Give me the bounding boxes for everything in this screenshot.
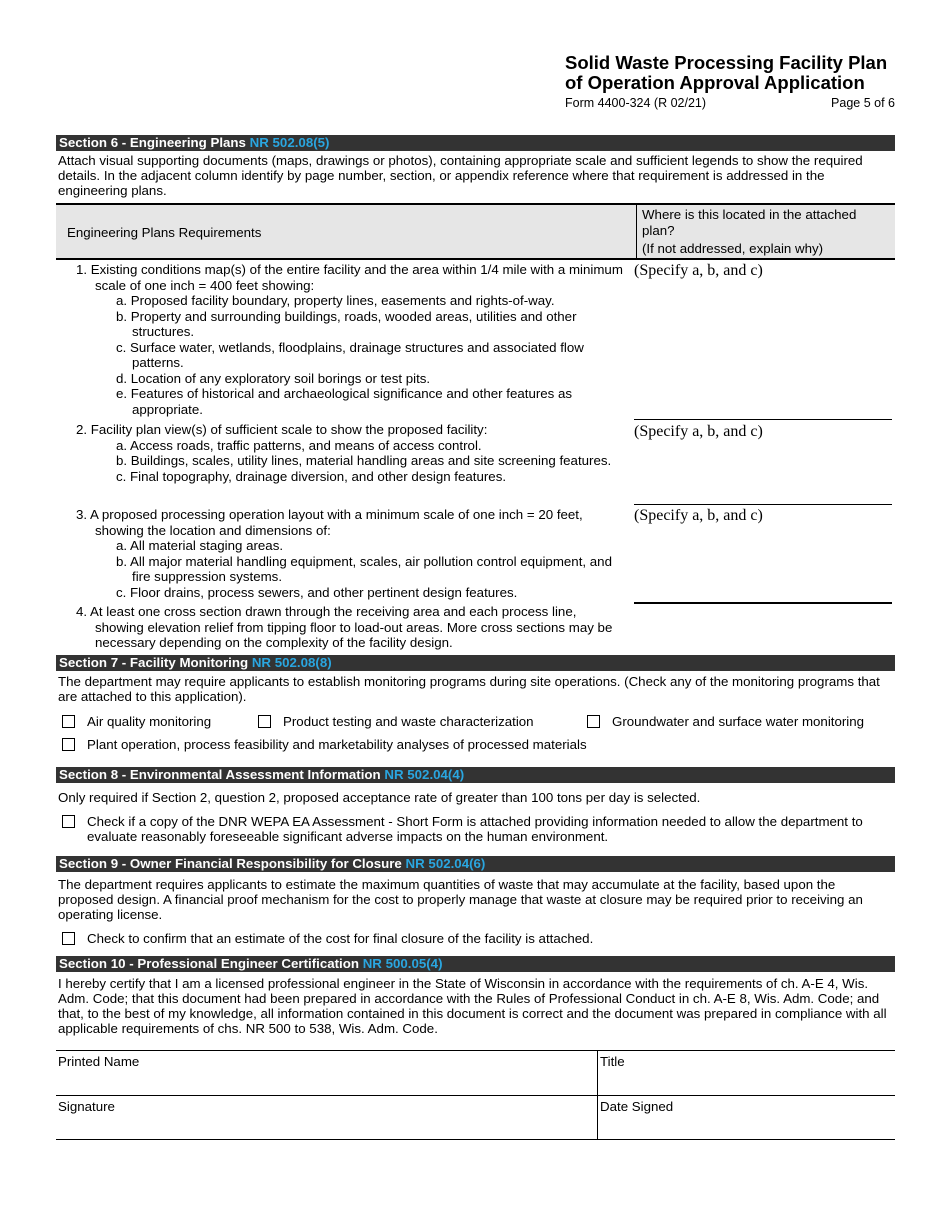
wepa-ea-checkbox[interactable] xyxy=(62,814,892,844)
location-column-header-line1: Where is this located in the attached plan? xyxy=(642,207,857,238)
section-10-certification: I hereby certify that I am a licensed professional engineer in the State of Wisconsin in accordance with the requirements of ch. A-E 4, Wis. Adm. Code; that this document had been prepared in accordance with the Rules of Professional Conduct in ch. A-E 8, Wis. Adm. Code; and that, to the best of my knowledge, all information contained in this document is correct and the document was prepared in compliance with all applicable requirements of chs. NR 500 to 538, Wis. Adm. Code. xyxy=(58,976,887,1036)
requirement-3a: a. All material staging areas. xyxy=(116,538,284,553)
requirement-1a: a. Proposed facility boundary, property lines, easements and rights-of-way. xyxy=(116,293,555,308)
air-quality-monitoring-checkbox[interactable] xyxy=(62,714,211,729)
section-6-header xyxy=(56,135,895,151)
engineering-plans-table-header xyxy=(56,203,895,260)
section-10-title: Section 10 - Professional Engineer Certification xyxy=(59,956,363,971)
checkbox-box[interactable] xyxy=(587,715,600,728)
section-6-title: Section 6 - Engineering Plans xyxy=(59,135,250,150)
requirement-item-3 xyxy=(72,507,627,600)
printed-name-row xyxy=(56,1050,895,1095)
requirement-1-text: 1. Existing conditions map(s) of the entire facility and the area within 1/4 mile with a minimum scale of one inch = 400 feet showing: xyxy=(76,262,623,293)
section-9-title: Section 9 - Owner Financial Responsibility for Closure xyxy=(59,856,406,871)
requirement-1d: d. Location of any exploratory soil borings or test pits. xyxy=(116,370,431,386)
form-header xyxy=(565,53,895,110)
requirements-column-header: Engineering Plans Requirements xyxy=(67,225,262,240)
location-column-header xyxy=(642,207,887,257)
checkbox-label: Check to confirm that an estimate of the cost for final closure of the facility is attached. xyxy=(87,931,594,946)
printed-name-field[interactable]: Printed Name xyxy=(58,1054,140,1069)
section-8-ref: NR 502.04(4) xyxy=(384,767,465,782)
date-signed-field[interactable]: Date Signed xyxy=(600,1099,674,1114)
title-field[interactable]: Title xyxy=(600,1054,625,1069)
section-9-header xyxy=(56,856,895,872)
requirement-item-1 xyxy=(72,262,627,417)
requirement-4-text: 4. At least one cross section drawn through the receiving area and each process line, showing elevation relief from tipping floor to load-out areas. More cross sections may be necessary depending on the complexity of the facility design. xyxy=(76,604,613,650)
checkbox-box[interactable] xyxy=(258,715,271,728)
closure-cost-checkbox[interactable] xyxy=(62,931,593,946)
section-8-title: Section 8 - Environmental Assessment Information xyxy=(59,767,385,782)
form-meta xyxy=(565,96,895,110)
location-column-header-line2: (If not addressed, explain why) xyxy=(642,241,824,256)
section-6-ref: NR 502.08(5) xyxy=(249,135,330,150)
section-10-header xyxy=(56,956,895,972)
requirement-3c: c. Floor drains, process sewers, and other pertinent design features. xyxy=(116,584,518,600)
signature-row xyxy=(56,1095,895,1140)
groundwater-monitoring-checkbox[interactable] xyxy=(587,714,864,729)
requirement-2c: c. Final topography, drainage diversion, and other design features. xyxy=(116,468,507,484)
page-number: Page 5 of 6 xyxy=(831,96,895,110)
checkbox-label: Air quality monitoring xyxy=(87,714,212,729)
signature-divider xyxy=(597,1051,598,1095)
requirement-3-answer-field[interactable]: (Specify a, b, and c) xyxy=(634,507,763,524)
form-title-line1: Solid Waste Processing Facility Plan xyxy=(565,52,888,73)
checkbox-label: Groundwater and surface water monitoring xyxy=(612,714,865,729)
requirement-1e: e. Features of historical and archaeological significance and other features as appropriate. xyxy=(116,386,573,417)
requirement-item-4 xyxy=(72,604,627,651)
requirement-1-answer-field[interactable]: (Specify a, b, and c) xyxy=(634,262,763,279)
answer-1-underline xyxy=(634,419,892,420)
section-8-header xyxy=(56,767,895,783)
section-8-intro: Only required if Section 2, question 2, proposed acceptance rate of greater than 100 tons per day is selected. xyxy=(58,790,701,805)
product-testing-checkbox[interactable] xyxy=(258,714,534,729)
requirement-2-answer-field[interactable]: (Specify a, b, and c) xyxy=(634,423,763,440)
signature-divider xyxy=(597,1096,598,1140)
requirement-2a: a. Access roads, traffic patterns, and means of access control. xyxy=(116,437,482,453)
plant-operation-checkbox[interactable] xyxy=(62,737,587,752)
column-divider xyxy=(636,205,637,258)
requirement-2b: b. Buildings, scales, utility lines, material handling areas and site screening features. xyxy=(116,453,612,468)
requirement-item-2 xyxy=(72,422,627,484)
requirement-3-text: 3. A proposed processing operation layout with a minimum scale of one inch = 20 feet, showing the location and dimensions of: xyxy=(76,507,583,538)
section-6-intro: Attach visual supporting documents (maps, drawings or photos), containing appropriate scale and sufficient legends to show the required details. In the adjacent column identify by page number, section, or appendix reference where that requirement is addressed in the engineering plans. xyxy=(58,153,863,198)
section-7-header xyxy=(56,655,895,671)
checkbox-label: Plant operation, process feasibility and marketability analyses of processed materials xyxy=(87,737,587,752)
form-number: Form 4400-324 (R 02/21) xyxy=(565,96,707,110)
section-7-ref: NR 502.08(8) xyxy=(251,655,332,670)
section-7-title: Section 7 - Facility Monitoring xyxy=(59,655,252,670)
answer-2-underline xyxy=(634,504,892,505)
checkbox-box[interactable] xyxy=(62,932,75,945)
checkbox-box[interactable] xyxy=(62,738,75,751)
section-9-intro: The department requires applicants to estimate the maximum quantities of waste that may accumulate at the facility, based upon the proposed design. A financial proof mechanism for the cost to properly manage that waste at closure may be required prior to receiving an operating license. xyxy=(58,877,863,922)
requirement-1c: c. Surface water, wetlands, floodplains, drainage structures and associated flow patterns. xyxy=(116,339,584,370)
form-title-line2: of Operation Approval Application xyxy=(565,72,865,93)
answer-3-underline xyxy=(634,602,892,604)
requirement-3b: b. All major material handling equipment, scales, air pollution control equipment, and fire suppression systems. xyxy=(116,553,612,584)
checkbox-box[interactable] xyxy=(62,815,75,828)
section-7-intro: The department may require applicants to establish monitoring programs during site operations. (Check any of the monitoring programs that are attached to this application). xyxy=(58,674,880,704)
checkbox-box[interactable] xyxy=(62,715,75,728)
requirement-1b: b. Property and surrounding buildings, roads, wooded areas, utilities and other structures. xyxy=(116,308,577,339)
checkbox-label: Check if a copy of the DNR WEPA EA Assessment - Short Form is attached providing information needed to allow the department to evaluate reasonably foreseeable significant adverse impacts on the human environment. xyxy=(87,814,863,844)
section-9-ref: NR 502.04(6) xyxy=(405,856,486,871)
section-10-ref: NR 500.05(4) xyxy=(362,956,443,971)
checkbox-label: Product testing and waste characterization xyxy=(283,714,534,729)
signature-table-bottom xyxy=(56,1139,895,1141)
signature-field[interactable]: Signature xyxy=(58,1099,115,1114)
requirement-2-text: 2. Facility plan view(s) of sufficient scale to show the proposed facility: xyxy=(76,422,488,437)
